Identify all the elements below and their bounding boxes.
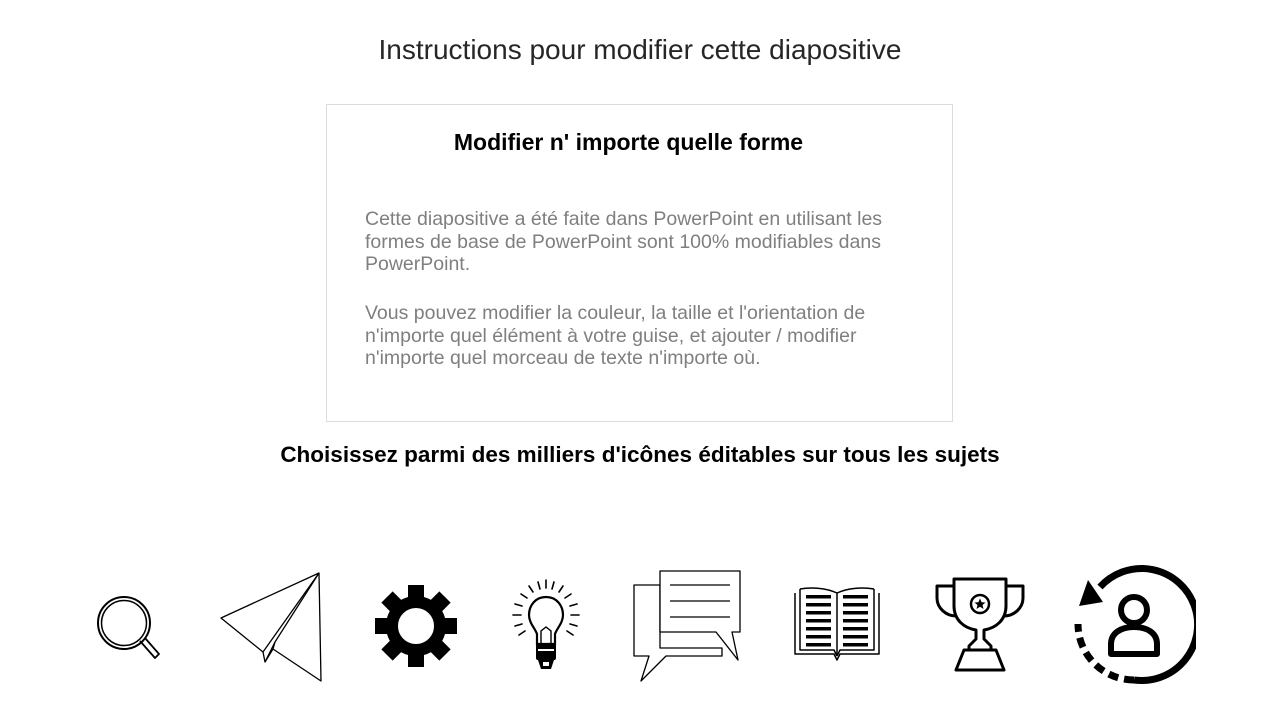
slide-title: Instructions pour modifier cette diapositive <box>378 34 902 65</box>
chat-bubbles-icon <box>632 570 744 684</box>
paper-plane-icon <box>218 570 324 684</box>
box-heading: Modifier n' importe quelle forme <box>453 129 804 155</box>
box-paragraph-1: Cette diapositive a été faite dans PowerPoint en utilisant les formes de base de PowerPoint sont 100% modifiables dans PowerPoint. <box>365 208 883 275</box>
gear-icon <box>375 585 457 667</box>
open-book-icon <box>792 586 882 664</box>
magnifying-glass-icon <box>94 595 164 665</box>
user-refresh-icon <box>1074 562 1196 688</box>
icons-subtitle: Choisissez parmi des milliers d'icônes éditables sur tous les sujets <box>280 442 1000 467</box>
lightbulb-icon <box>508 578 584 674</box>
info-box <box>326 104 953 422</box>
trophy-icon <box>934 576 1026 674</box>
box-paragraph-2: Vous pouvez modifier la couleur, la taille et l'orientation de n'importe quel élément à votre guise, et ajouter / modifier n'importe quel morceau de texte n'importe où. <box>365 302 866 369</box>
